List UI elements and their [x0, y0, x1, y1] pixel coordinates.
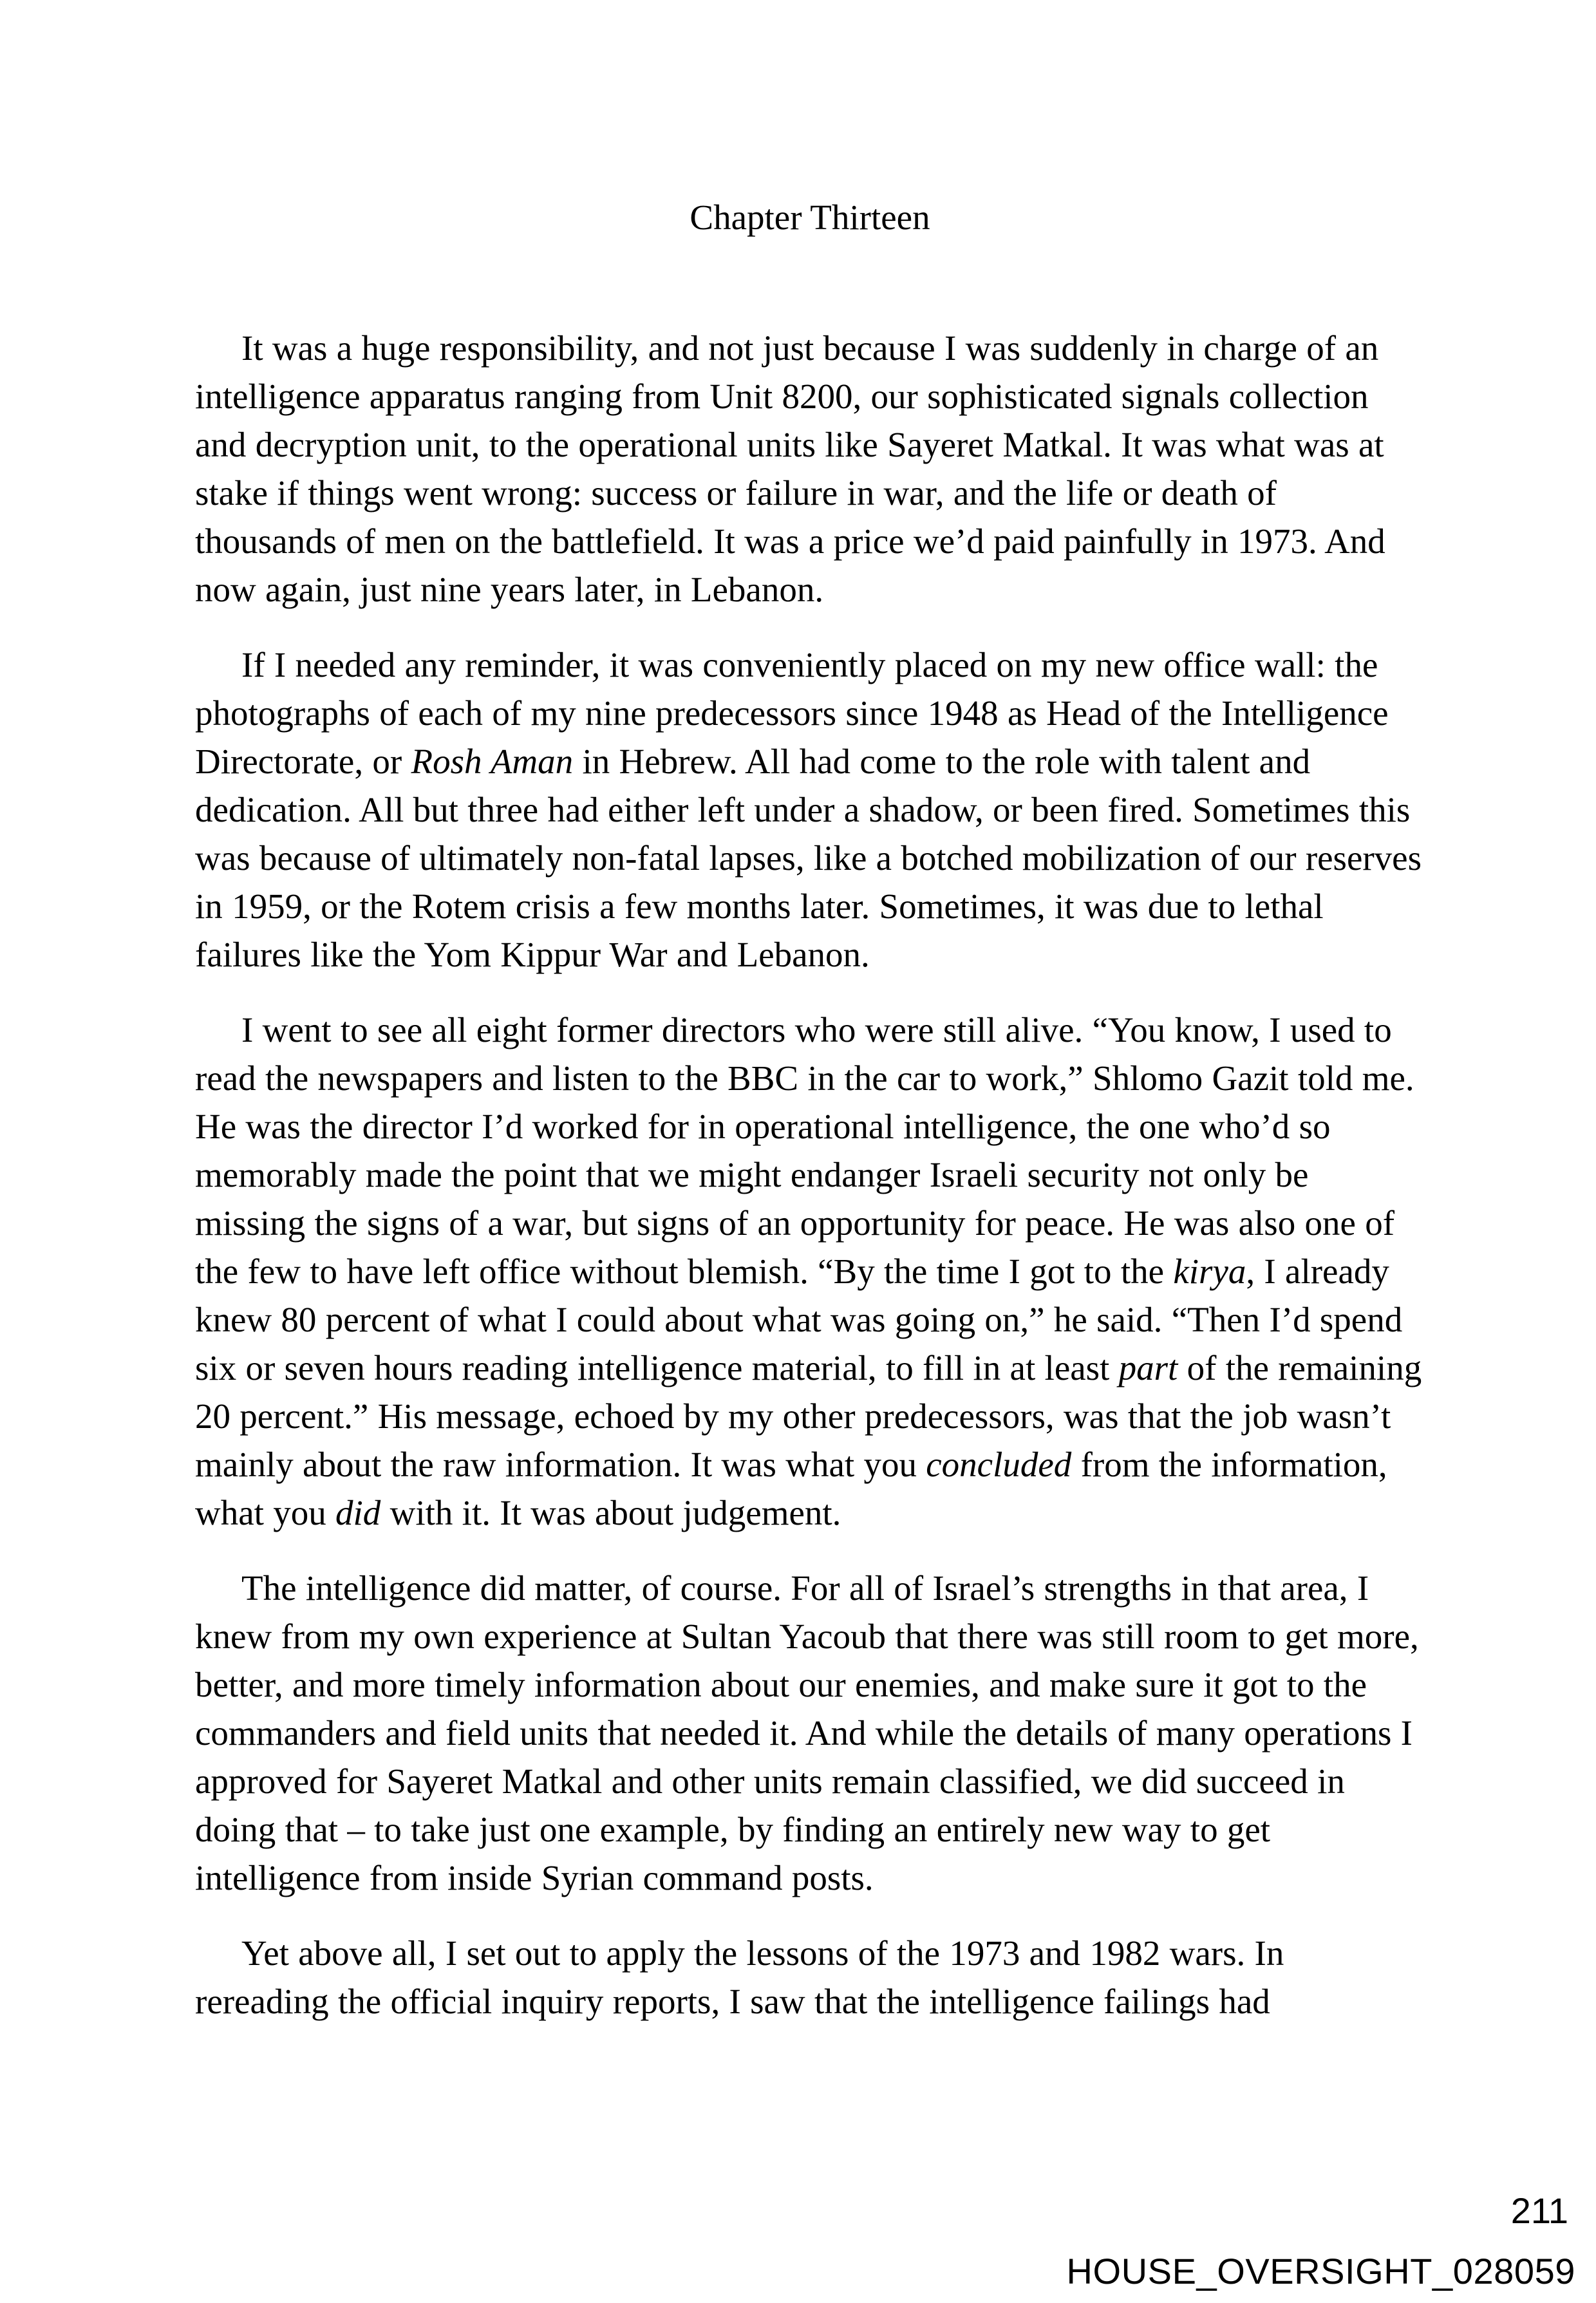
body-text	[195, 324, 1425, 2026]
bates-stamp: HOUSE_OVERSIGHT_028059	[1066, 2251, 1575, 2291]
italic-term: kirya	[1173, 1252, 1246, 1291]
text-segment: in Hebrew. All had come to the role with talent and dedication. All but three had either left under a shadow, or been fired. Sometimes this was because of ultimately non-fatal lapses, like a botched mobilization of our reserves in 1959, or the Rotem crisis a few months later. Sometimes, it was due to lethal failures like the Yom Kippur War and Lebanon.	[195, 742, 1422, 974]
chapter-heading: Chapter Thirteen	[690, 198, 930, 237]
text-segment: of the remaining 20 percent.” His message, echoed by my other predecessors, was that the job wasn’t mainly about the raw information. It was what you	[195, 1348, 1422, 1484]
paragraph	[195, 641, 1425, 979]
text-segment: If I needed any reminder, it was conveniently placed on my new office wall: the photographs of each of my nine predecessors since 1948 as Head of the Intelligence Directorate, or	[195, 645, 1389, 781]
text-segment: It was a huge responsibility, and not just because I was suddenly in charge of an intelligence apparatus ranging from Unit 8200, our sophisticated signals collection and decryption unit, to the operational units like Sayeret Matkal. It was what was at stake if things went wrong: success or failure in war, and the life or death of thousands of men on the battlefield. It was a price we’d paid painfully in 1973. And now again, just nine years later, in Lebanon.	[195, 328, 1385, 609]
paragraph	[195, 1006, 1425, 1537]
paragraph	[195, 324, 1425, 614]
text-segment: Yet above all, I set out to apply the lessons of the 1973 and 1982 wars. In rereading the official inquiry reports, I saw that the intelligence failings had	[195, 1933, 1284, 2021]
italic-term: Rosh Aman	[411, 742, 574, 781]
paragraph	[195, 1929, 1425, 2026]
page-number: 211	[1510, 2190, 1568, 2231]
italic-term: did	[335, 1493, 381, 1532]
text-segment: , I already knew 80 percent of what I could about what was going on,” he said. “Then I’d spend six or seven hours reading intelligence material, to fill in at least	[195, 1252, 1403, 1387]
text-segment: The intelligence did matter, of course. For all of Israel’s strengths in that area, I knew from my own experience at Sultan Yacoub that there was still room to get more, better, and more timely information about our enemies, and make sure it got to the commanders and field units that needed it. And while the details of many operations I approved for Sayeret Matkal and other units remain classified, we did succeed in doing that – to take just one example, by finding an entirely new way to get intelligence from inside Syrian command posts.	[195, 1568, 1419, 1897]
paragraph	[195, 1564, 1425, 1902]
italic-term: concluded	[926, 1445, 1072, 1484]
text-segment: from the information, what you	[195, 1445, 1387, 1532]
text-block	[195, 193, 1425, 2026]
italic-term: part	[1118, 1348, 1178, 1387]
text-segment: with it. It was about judgement.	[380, 1493, 841, 1532]
text-segment: I went to see all eight former directors who were still alive. “You know, I used to read the newspapers and listen to the BBC in the car to work,” Shlomo Gazit told me. He was the director I’d worked for in operational intelligence, the one who’d so memorably made the point that we might endanger Israeli security not only be missing the signs of a war, but signs of an opportunity for peace. He was also one of the few to have left office without blemish. “By the time I got to the	[195, 1010, 1414, 1291]
